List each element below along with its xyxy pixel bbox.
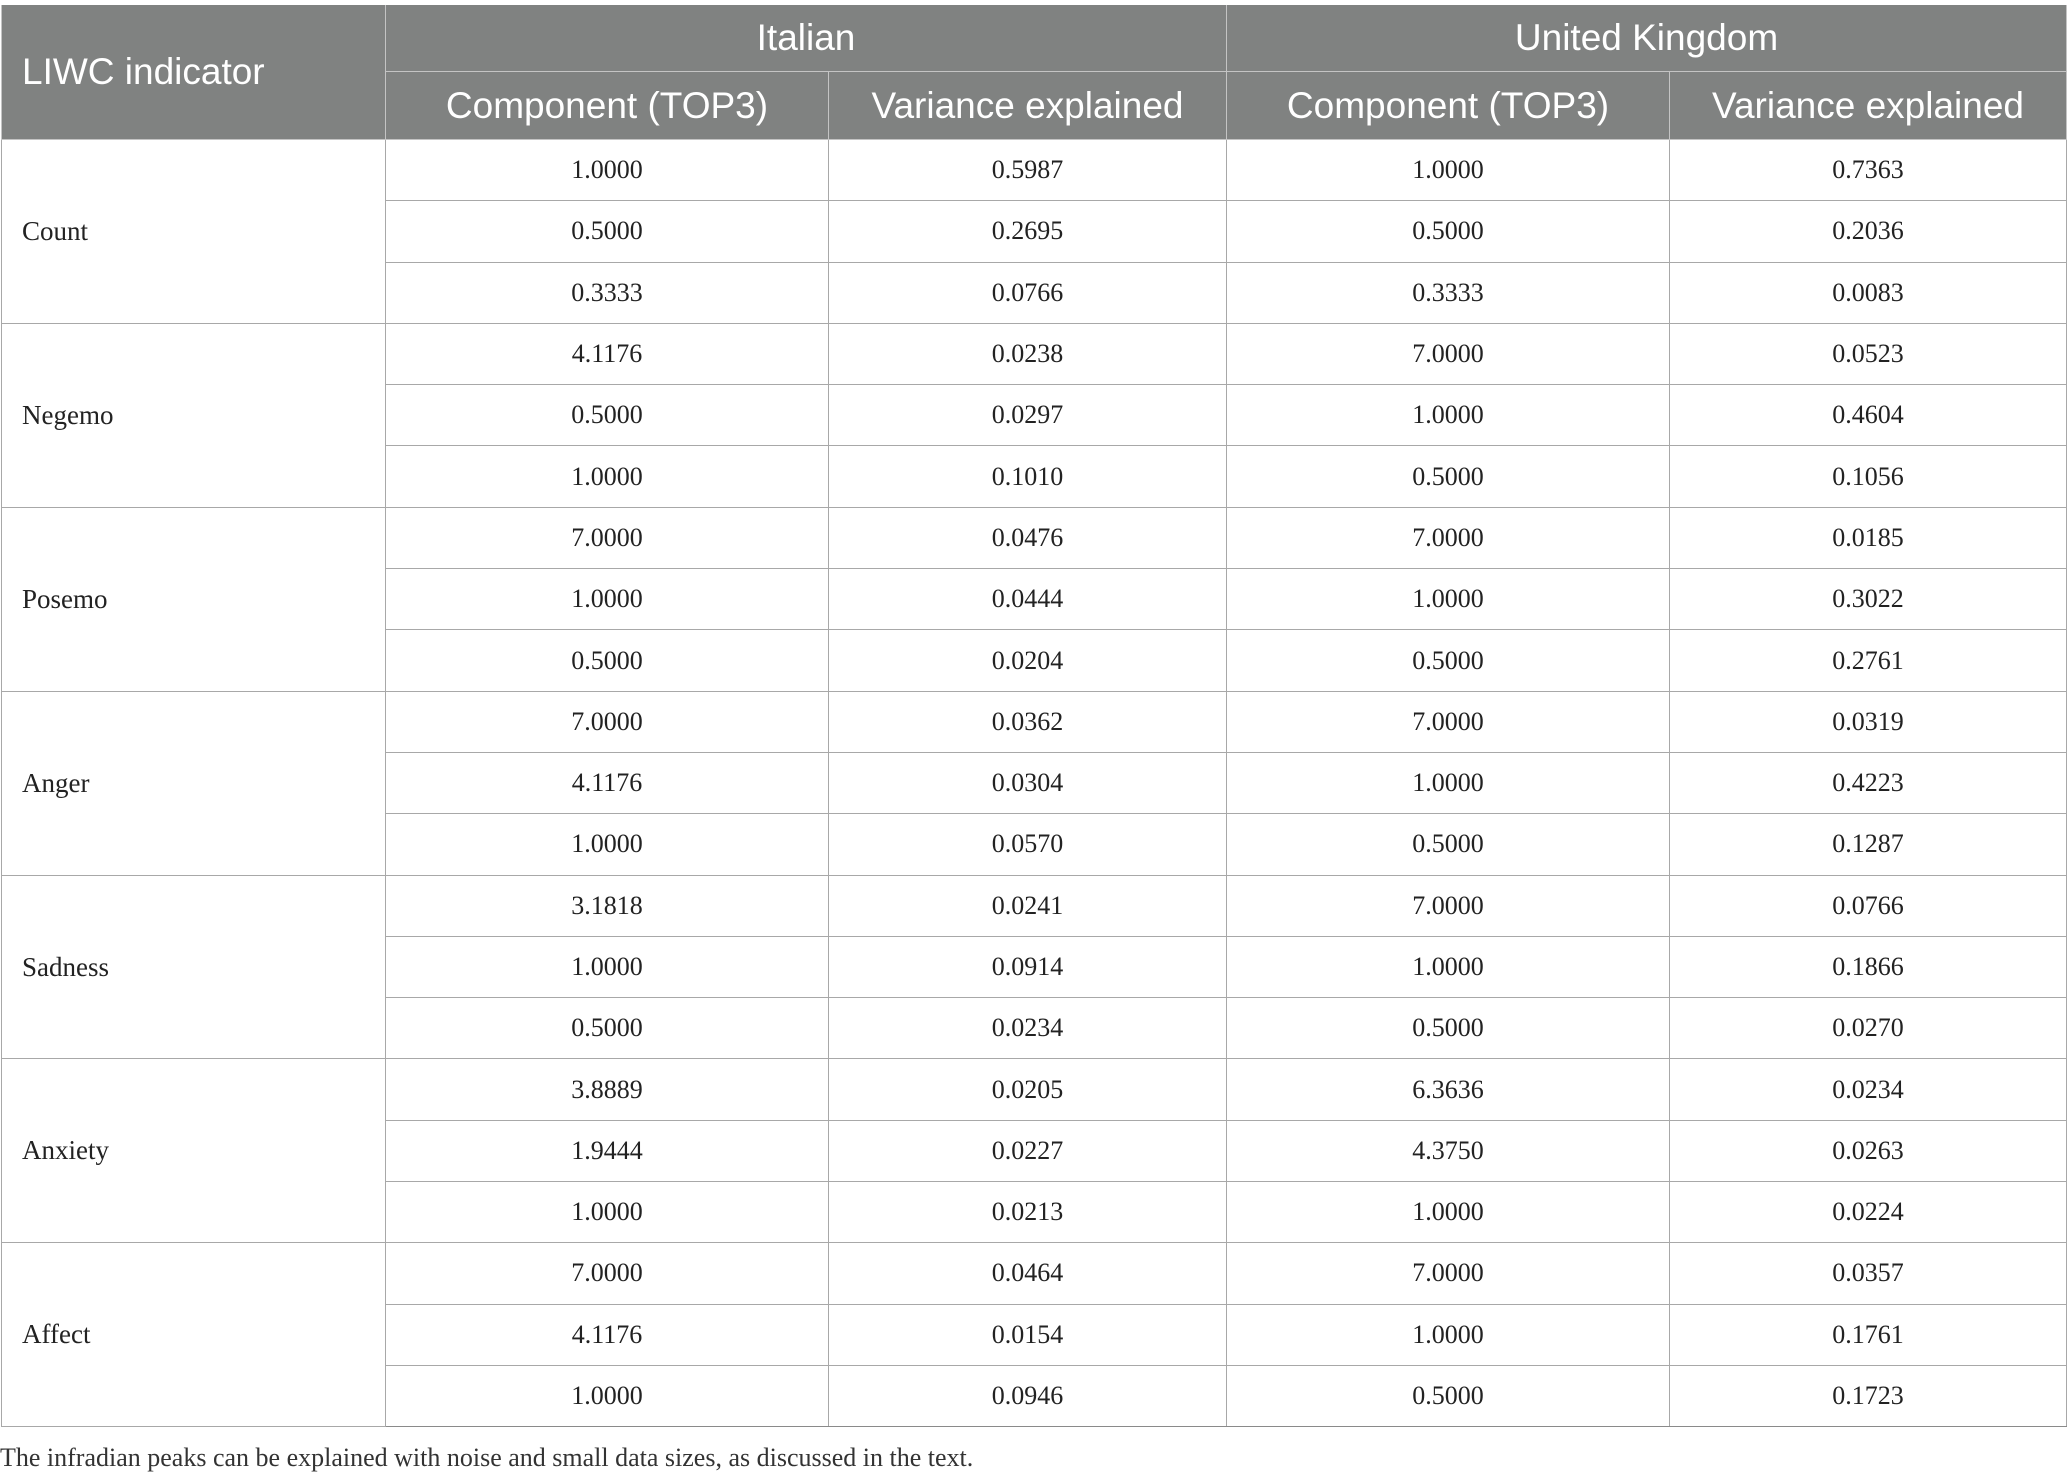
uk-variance-cell: 0.4604 [1670,385,2067,446]
italian-component-cell: 1.0000 [386,1365,829,1426]
uk-component-cell: 1.0000 [1227,936,1670,997]
table-row [2,323,2067,384]
table-row [2,1243,2067,1304]
uk-component-cell: 0.5000 [1227,630,1670,691]
header-group-united-kingdom: United Kingdom [1227,5,2067,72]
table-body [2,140,2067,1427]
uk-variance-cell: 0.2761 [1670,630,2067,691]
italian-variance-cell: 0.0205 [829,1059,1227,1120]
italian-component-cell: 7.0000 [386,1243,829,1304]
header-row-groups [2,5,2067,72]
italian-component-cell: 3.1818 [386,875,829,936]
italian-component-cell: 0.5000 [386,998,829,1059]
uk-variance-cell: 0.0224 [1670,1182,2067,1243]
uk-component-cell: 1.0000 [1227,569,1670,630]
italian-variance-cell: 0.0304 [829,752,1227,813]
uk-component-cell: 0.5000 [1227,446,1670,507]
uk-component-cell: 0.5000 [1227,1365,1670,1426]
uk-variance-cell: 0.1723 [1670,1365,2067,1426]
uk-component-cell: 0.5000 [1227,201,1670,262]
uk-component-cell: 7.0000 [1227,323,1670,384]
italian-component-cell: 1.0000 [386,1182,829,1243]
uk-variance-cell: 0.0270 [1670,998,2067,1059]
italian-component-cell: 0.5000 [386,385,829,446]
italian-variance-cell: 0.0213 [829,1182,1227,1243]
italian-component-cell: 1.0000 [386,140,829,201]
italian-variance-cell: 0.0234 [829,998,1227,1059]
italian-variance-cell: 0.0946 [829,1365,1227,1426]
uk-variance-cell: 0.7363 [1670,140,2067,201]
italian-component-cell: 1.9444 [386,1120,829,1181]
uk-component-cell: 6.3636 [1227,1059,1670,1120]
subheader-italian-variance: Variance explained [829,72,1227,140]
liwc-variance-table [1,5,2067,1427]
uk-component-cell: 1.0000 [1227,1304,1670,1365]
header-group-italian: Italian [386,5,1227,72]
italian-component-cell: 0.5000 [386,201,829,262]
italian-variance-cell: 0.0204 [829,630,1227,691]
uk-component-cell: 0.5000 [1227,998,1670,1059]
uk-variance-cell: 0.3022 [1670,569,2067,630]
indicator-label: Anger [2,691,386,875]
uk-variance-cell: 0.0766 [1670,875,2067,936]
uk-variance-cell: 0.4223 [1670,752,2067,813]
uk-variance-cell: 0.1761 [1670,1304,2067,1365]
italian-variance-cell: 0.0476 [829,507,1227,568]
table-row [2,691,2067,752]
indicator-label: Posemo [2,507,386,691]
italian-variance-cell: 0.0227 [829,1120,1227,1181]
uk-component-cell: 1.0000 [1227,140,1670,201]
subheader-uk-component: Component (TOP3) [1227,72,1670,140]
uk-variance-cell: 0.0357 [1670,1243,2067,1304]
uk-component-cell: 7.0000 [1227,1243,1670,1304]
uk-variance-cell: 0.0083 [1670,262,2067,323]
italian-variance-cell: 0.0444 [829,569,1227,630]
indicator-label: Sadness [2,875,386,1059]
table-footnote: The infradian peaks can be explained with noise and small data sizes, as discussed in the text. [0,1443,974,1472]
indicator-label: Count [2,140,386,324]
uk-variance-cell: 0.0234 [1670,1059,2067,1120]
italian-component-cell: 0.5000 [386,630,829,691]
uk-variance-cell: 0.0319 [1670,691,2067,752]
uk-component-cell: 0.3333 [1227,262,1670,323]
uk-component-cell: 4.3750 [1227,1120,1670,1181]
header-liwc-indicator: LIWC indicator [2,5,386,140]
italian-variance-cell: 0.0154 [829,1304,1227,1365]
italian-component-cell: 3.8889 [386,1059,829,1120]
uk-component-cell: 7.0000 [1227,507,1670,568]
table-row [2,875,2067,936]
italian-variance-cell: 0.2695 [829,201,1227,262]
italian-variance-cell: 0.5987 [829,140,1227,201]
indicator-label: Anxiety [2,1059,386,1243]
italian-component-cell: 1.0000 [386,936,829,997]
uk-variance-cell: 0.2036 [1670,201,2067,262]
uk-variance-cell: 0.1866 [1670,936,2067,997]
italian-component-cell: 0.3333 [386,262,829,323]
indicator-label: Affect [2,1243,386,1427]
uk-component-cell: 7.0000 [1227,691,1670,752]
italian-component-cell: 1.0000 [386,446,829,507]
uk-variance-cell: 0.0263 [1670,1120,2067,1181]
uk-component-cell: 1.0000 [1227,385,1670,446]
italian-component-cell: 7.0000 [386,691,829,752]
italian-variance-cell: 0.0570 [829,814,1227,875]
italian-variance-cell: 0.0241 [829,875,1227,936]
uk-variance-cell: 0.0523 [1670,323,2067,384]
uk-component-cell: 1.0000 [1227,1182,1670,1243]
table-row [2,140,2067,201]
italian-variance-cell: 0.0297 [829,385,1227,446]
uk-component-cell: 1.0000 [1227,752,1670,813]
table-row [2,507,2067,568]
uk-variance-cell: 0.1287 [1670,814,2067,875]
italian-component-cell: 7.0000 [386,507,829,568]
table-row [2,1059,2067,1120]
table-header [2,5,2067,140]
italian-component-cell: 4.1176 [386,1304,829,1365]
italian-component-cell: 1.0000 [386,814,829,875]
uk-component-cell: 0.5000 [1227,814,1670,875]
italian-variance-cell: 0.0238 [829,323,1227,384]
italian-variance-cell: 0.0464 [829,1243,1227,1304]
subheader-uk-variance: Variance explained [1670,72,2067,140]
subheader-italian-component: Component (TOP3) [386,72,829,140]
uk-variance-cell: 0.1056 [1670,446,2067,507]
italian-variance-cell: 0.0362 [829,691,1227,752]
italian-component-cell: 4.1176 [386,323,829,384]
italian-component-cell: 4.1176 [386,752,829,813]
uk-variance-cell: 0.0185 [1670,507,2067,568]
italian-variance-cell: 0.0914 [829,936,1227,997]
italian-variance-cell: 0.0766 [829,262,1227,323]
italian-component-cell: 1.0000 [386,569,829,630]
indicator-label: Negemo [2,323,386,507]
italian-variance-cell: 0.1010 [829,446,1227,507]
uk-component-cell: 7.0000 [1227,875,1670,936]
